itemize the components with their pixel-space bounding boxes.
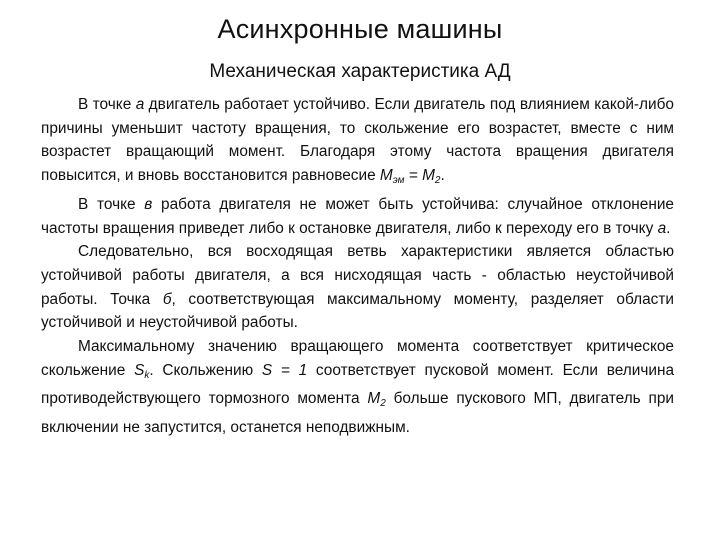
- text: .: [666, 219, 671, 237]
- subscript: 2: [434, 175, 441, 187]
- text: двигатель работает устойчиво. Если двигатель под влиянием какой-либо причины уменьшит частоту вращения, то скольжение его возрастет, вместе с ним возрастет вращающий момент. Благодаря этому частота вращения двигателя повысится, и вновь восстановится равновесие: [41, 96, 674, 185]
- paragraph-unstable-point: [41, 193, 674, 240]
- text: . Скольжению: [149, 361, 262, 379]
- paragraph-critical-slip: [41, 335, 674, 440]
- slide-title: Асинхронные машины: [217, 14, 503, 44]
- symbol: М: [422, 167, 435, 185]
- point-label: а: [135, 96, 145, 113]
- point-label: б: [162, 290, 172, 308]
- symbol: S: [134, 361, 145, 379]
- text: больше пускового МП, двигатель при включении не запустится, останется неподвижным.: [41, 390, 674, 437]
- slide-subtitle: Механическая характеристика АД: [209, 61, 511, 82]
- subscript: k: [144, 369, 150, 381]
- subscript: 2: [380, 398, 386, 410]
- slide-body: [41, 93, 674, 440]
- text: Максимальному значению вращающего момента соответствует критическое скольжение: [41, 338, 674, 379]
- subscript: эм: [392, 175, 405, 187]
- paragraph-regions: [41, 240, 674, 335]
- text: , соответствующая максимальному моменту, разделяет области устойчивой и неустойчивой работы.: [41, 290, 674, 332]
- text: В точке: [78, 195, 145, 213]
- symbol: М: [379, 167, 393, 185]
- symbol: М: [367, 390, 381, 408]
- text: Следовательно, вся восходящая ветвь характеристики является областью устойчивой работы двигателя, а вся нисходящая часть - областью неустойчивой работы. Точка: [41, 243, 674, 308]
- text: .: [440, 167, 445, 185]
- point-label: а: [657, 219, 667, 237]
- text: соответствует пусковой момент. Если величина противодействующего тормозного момента: [41, 361, 674, 408]
- text: работа двигателя не может быть устойчива: случайное отклонение частоты вращения приведет либо к остановке двигателя, либо к переходу его в точку: [41, 195, 674, 237]
- symbol: =: [404, 167, 423, 185]
- paragraph-stable-point: [41, 93, 674, 193]
- text: В точке: [78, 96, 136, 113]
- point-label: в: [144, 195, 153, 213]
- symbol: S = 1: [261, 361, 308, 379]
